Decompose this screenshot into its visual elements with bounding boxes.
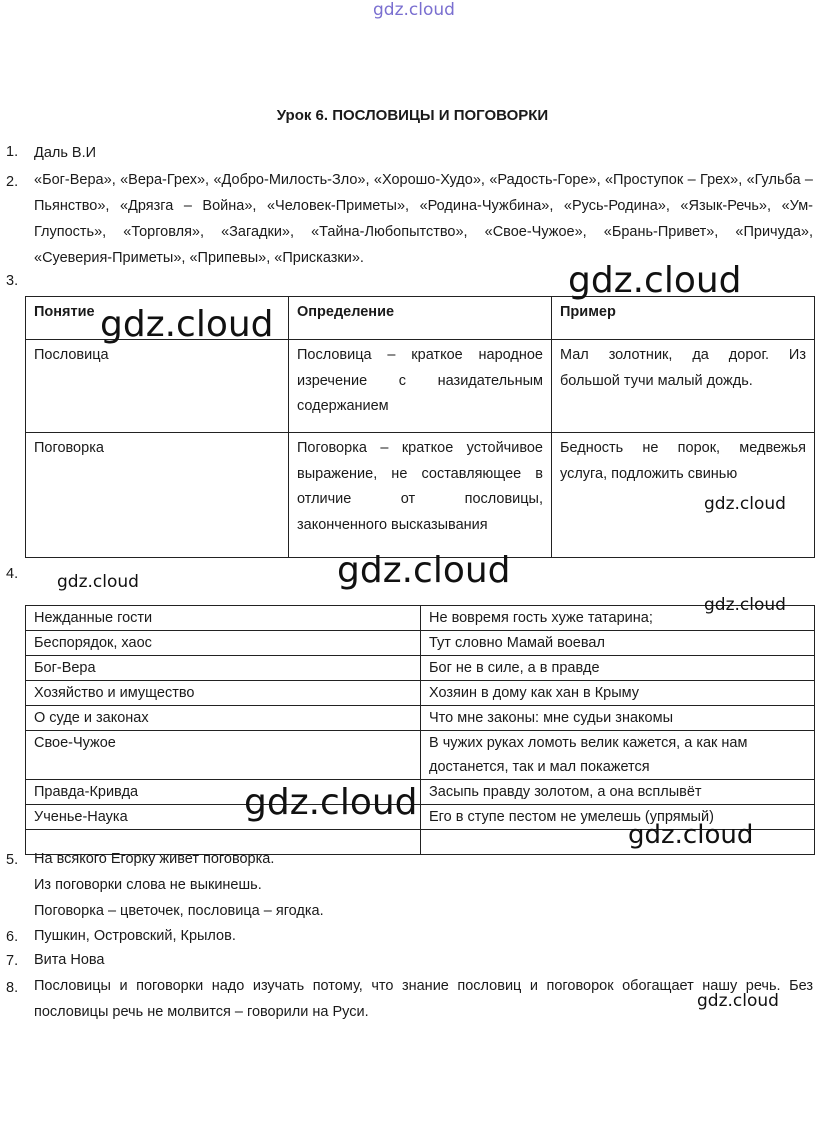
item-text-6: Пушкин, Островский, Крылов. xyxy=(34,928,236,944)
item-number-4: 4. xyxy=(6,566,19,582)
table-cell-topic: Хозяйство и имущество xyxy=(26,681,421,706)
table-cell-topic: Ученье-Наука xyxy=(26,805,421,830)
item-number-7: 7. xyxy=(6,953,19,969)
table-row xyxy=(26,780,815,805)
item-text-5-line: Из поговорки слова не выкинешь. xyxy=(34,877,262,893)
watermark-top: gdz.cloud xyxy=(373,0,455,20)
watermark: gdz.cloud xyxy=(244,782,418,823)
table-row xyxy=(26,433,815,558)
item-text-1: Даль В.И xyxy=(34,145,97,161)
table-row xyxy=(26,631,815,656)
item-number-3: 3. xyxy=(6,273,19,289)
item-text-2: «Бог-Вера», «Вера-Грех», «Добро-Милость-Зло», «Хорошо-Худо», «Радость-Горе», «Проступок – Грех», «Гульба – Пьянство», «Дрязга – Война», «Человек-Приметы», «Родина-Чужбина», «Русь-Родина», «Язык-Речь», «Ум-Глупость», «Торговля», «Загадки», «Тайна-Любопытство», «Свое-Чужое», «Брань-Привет», «Причуда», «Суеверия-Приметы», «Припевы», «Присказки». xyxy=(34,172,813,266)
table-cell-proverb: Хозяин в дому как хан в Крыму xyxy=(421,681,815,706)
table-cell-definition: Пословица – краткое народное изречение с назидательным содержанием xyxy=(289,340,552,433)
table-cell-definition: Поговорка – краткое устойчивое выражение, не составляющее в отличие от пословицы, законченного высказывания xyxy=(289,433,552,558)
item-text-5 xyxy=(34,846,813,924)
proverbs-table xyxy=(25,605,815,855)
table-cell-topic: Правда-Кривда xyxy=(26,780,421,805)
table-row xyxy=(26,681,815,706)
item-text-5-line: Поговорка – цветочек, пословица – ягодка. xyxy=(34,903,324,919)
page-title: Урок 6. ПОСЛОВИЦЫ И ПОГОВОРКИ xyxy=(276,107,549,124)
item-number-8: 8. xyxy=(6,980,19,996)
table-cell-proverb: Не вовремя гость хуже татарина; xyxy=(421,606,815,631)
watermark: gdz.cloud xyxy=(568,260,742,301)
watermark: gdz.cloud xyxy=(704,595,786,615)
item-number-1: 1. xyxy=(6,144,19,160)
item-number-5: 5. xyxy=(6,852,19,868)
item-text-8: Пословицы и поговорки надо изучать потому, что знание пословиц и поговорок обогащает нашу речь. Без пословицы речь не молвится – говорили на Руси. xyxy=(34,978,813,1020)
table-cell-example: Бедность не порок, медвежья услуга, подложить свинью xyxy=(552,433,815,558)
table-cell-topic: О суде и законах xyxy=(26,706,421,731)
table-row xyxy=(26,340,815,433)
table-row xyxy=(26,656,815,681)
table-cell-topic: Свое-Чужое xyxy=(26,731,421,780)
table-header-cell: Пример xyxy=(552,297,815,340)
item-number-2: 2. xyxy=(6,174,19,190)
table-cell-topic: Бог-Вера xyxy=(26,656,421,681)
table-cell-proverb: Тут словно Мамай воевал xyxy=(421,631,815,656)
watermark: gdz.cloud xyxy=(337,550,511,591)
table-cell-proverb: Его в ступе пестом не умелешь (упрямый) xyxy=(421,805,815,830)
item-number-6: 6. xyxy=(6,929,19,945)
table-cell-topic: Беспорядок, хаос xyxy=(26,631,421,656)
watermark: gdz.cloud xyxy=(100,304,274,345)
watermark: gdz.cloud xyxy=(704,494,786,514)
table-cell-proverb: Что мне законы: мне судьи знакомы xyxy=(421,706,815,731)
table-cell-concept: Поговорка xyxy=(26,433,289,558)
item-text-7: Вита Нова xyxy=(34,952,105,968)
table-cell-concept: Пословица xyxy=(26,340,289,433)
watermark: gdz.cloud xyxy=(628,820,754,850)
table-cell-proverb: Засыпь правду золотом, а она всплывёт xyxy=(421,780,815,805)
table-header-cell: Понятие xyxy=(26,297,289,340)
table-cell-topic: Нежданные гости xyxy=(26,606,421,631)
table-row xyxy=(26,606,815,631)
watermark: gdz.cloud xyxy=(697,991,779,1011)
table-row xyxy=(26,706,815,731)
table-cell-example: Мал золотник, да дорог. Из большой тучи малый дождь. xyxy=(552,340,815,433)
item-text-5-line: На всякого Егорку живет поговорка. xyxy=(34,851,275,867)
table-row xyxy=(26,731,815,780)
table-cell-proverb: Бог не в силе, а в правде xyxy=(421,656,815,681)
watermark: gdz.cloud xyxy=(57,572,139,592)
table-header-cell: Определение xyxy=(289,297,552,340)
table-cell-proverb: В чужих руках ломоть велик кажется, а как нам достанется, так и мал покажется xyxy=(421,731,815,780)
